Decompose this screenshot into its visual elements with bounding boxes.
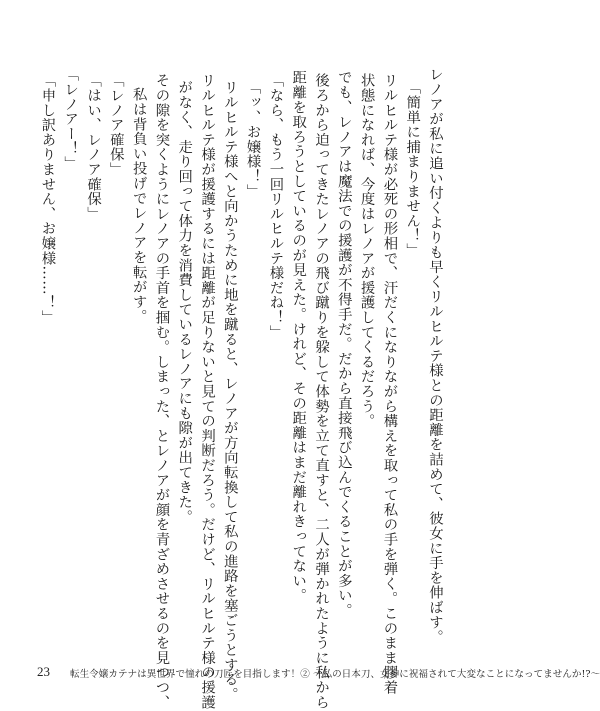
dialogue-line: 「申し訳ありません、お嬢様……！」 [39, 73, 56, 325]
text-line: リルヒルテ様が必死の形相で、汗だくになりながら構えを取って私の手を弾く。このまま膠着 [381, 73, 398, 695]
dialogue-line: 「レノア確保」 [107, 73, 124, 177]
page-footer [0, 664, 600, 682]
dialogue-line: 「レノアー！」 [62, 67, 79, 171]
text-line: リルヒルテ様へと向かうために地を蹴ると、レノアが方向転換して私の進路を塞ごうとする。 [221, 80, 238, 702]
text-line: でも、レノアは魔法での援護が不得手だ。だから直接飛び込んでくることが多い。 [335, 70, 352, 618]
running-title: 転生令嬢カテナは異世界で憧れの刀匠を目指します！② ～私の日本刀、女神に祝福されて大変なことになってませんか!?～ [70, 669, 600, 680]
dialogue-line: 「はい、レノア確保」 [85, 73, 102, 221]
text-line: リルヒルテ様が援護するには距離が足りないと見ての判断だろう。だけど、リルヒルテ様の援護 [199, 73, 216, 710]
text-line: レノアが私に追い付くよりも早くリルヒルテ様との距離を詰めて、彼女に手を伸ばす。 [427, 67, 443, 645]
text-line: 距離を取ろうとしているのが見えた。けれど、その距離はまだ離れきってない。 [290, 70, 307, 603]
page-number: 23 [37, 664, 50, 679]
text-line: がなく、走り回って体力を消費しているレノアにも隙が出てきた。 [176, 80, 193, 524]
dialogue-line: 「簡単に捕まりません！」 [404, 80, 421, 258]
text-line: 私は背負い投げでレノアを転がす。 [130, 87, 147, 324]
dialogue-line: 「ッ、お嬢様！」 [244, 80, 261, 199]
text-line: 後ろから迫ってきたレノアの飛び蹴りを躱して体勢を立て直すと、二人が弾かれたように私から [313, 73, 330, 710]
text-line: 状態になれば、今度はレノアが援護してくるだろう。 [358, 73, 375, 429]
text-line: その隙を突くようにレノアの手首を掴む。しまった、とレノアが顔を青ざめさせるのを見つつ、 [153, 73, 170, 710]
dialogue-line: 「なら、もう一回リルヒルテ様だね！」 [267, 73, 284, 340]
